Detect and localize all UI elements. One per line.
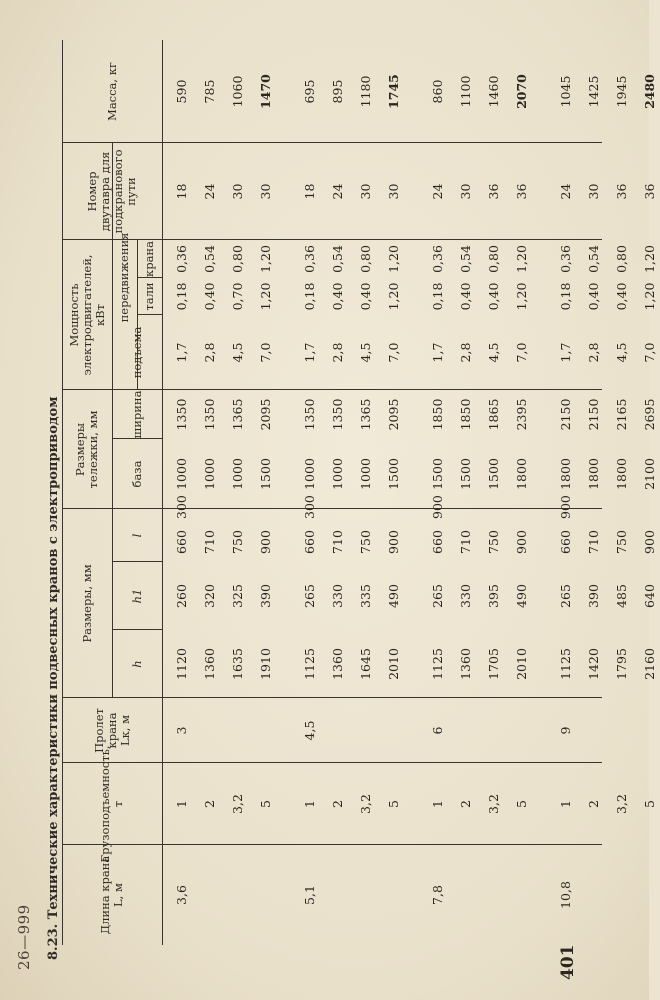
cell-mass: 1425 — [586, 75, 601, 108]
cell-crane: 0,80 — [230, 245, 245, 273]
cell-q: 1 — [302, 800, 317, 808]
cell-L — [612, 845, 632, 945]
cell-lift: 7,0 — [514, 342, 529, 363]
cell-width: 1350 — [330, 398, 345, 431]
cell-h1: 485 — [614, 584, 629, 608]
table-row — [172, 40, 192, 945]
cell-width: 1850 — [430, 398, 445, 431]
signature-mark: 26—999 — [15, 904, 33, 970]
cell-h: 1125 — [558, 648, 573, 680]
cell-q: 5 — [514, 800, 529, 808]
cell-crane: 1,20 — [258, 245, 273, 273]
table-row — [328, 40, 348, 945]
header-dims: Размеры, мм — [79, 564, 94, 643]
cell-L — [356, 845, 376, 945]
cell-beam: 30 — [258, 183, 273, 200]
cell-hoist: 0,40 — [486, 282, 501, 311]
cell-hoist: 0,40 — [202, 282, 217, 311]
cell-L — [228, 845, 248, 945]
cell-L — [484, 845, 504, 945]
cell-l: 900 — [258, 530, 273, 554]
cell-L — [512, 845, 532, 945]
cell-base: 1000 — [174, 458, 189, 490]
cell-hoist: 1,20 — [514, 282, 529, 311]
specs-table — [62, 40, 657, 945]
cell-h1: 320 — [202, 584, 217, 608]
table-caption: 8.23. Технические характеристики подвесных кранов с электроприводом — [46, 396, 61, 960]
cell-h: 2010 — [386, 648, 401, 680]
cell-base: 1000 — [302, 458, 317, 490]
cell-q: 2 — [202, 800, 217, 808]
cell-beam: 24 — [558, 183, 573, 200]
cell-mass: 860 — [430, 79, 445, 104]
cell-lift: 2,8 — [202, 342, 217, 363]
cell-mass: 2070 — [514, 74, 529, 109]
cell-crane: 0,54 — [458, 245, 473, 273]
cell-h1: 395 — [486, 584, 501, 608]
cell-hoist: 1,20 — [386, 282, 401, 311]
cell-l: 900 — [386, 530, 401, 554]
cell-q: 3,2 — [614, 794, 629, 814]
cell-span — [512, 698, 532, 763]
cell-crane: 1,20 — [386, 245, 401, 273]
cell-hoist: 0,18 — [302, 282, 317, 311]
table-row — [584, 40, 604, 945]
cell-crane: 0,36 — [174, 245, 189, 273]
cell-hoist: 1,20 — [258, 282, 273, 311]
cell-L — [640, 845, 660, 945]
cell-crane: 0,80 — [358, 245, 373, 273]
cell-width: 2095 — [386, 398, 401, 431]
cell-l1: 300 — [174, 495, 189, 519]
cell-l1 — [640, 509, 660, 519]
cell-h1: 390 — [258, 584, 273, 608]
cell-beam: 30 — [386, 183, 401, 200]
cell-h1: 490 — [514, 584, 529, 608]
cell-width: 2095 — [258, 398, 273, 431]
table-row — [256, 40, 276, 945]
header-trolley: Размеры тележки, мм — [73, 410, 100, 489]
cell-base: 1500 — [458, 458, 473, 490]
header-hoist: тали — [142, 282, 156, 311]
cell-l1: 900 — [430, 495, 445, 519]
cell-crane: 0,36 — [302, 245, 317, 273]
cell-mass: 1180 — [358, 75, 373, 108]
cell-hoist: 0,18 — [430, 282, 445, 311]
header-span: Пролет крана Lк, м — [91, 708, 132, 753]
cell-l: 660 — [558, 530, 573, 554]
cell-lift: 1,7 — [174, 342, 189, 363]
cell-width: 2395 — [514, 398, 529, 431]
cell-base: 1000 — [230, 458, 245, 490]
table-row — [640, 40, 660, 945]
cell-q: 3,2 — [486, 794, 501, 814]
cell-width: 1365 — [358, 398, 373, 431]
header-beam: Номер двутавра для подкранового пути — [85, 149, 138, 234]
cell-base: 1500 — [386, 458, 401, 490]
cell-h1: 325 — [230, 584, 245, 608]
cell-base: 2100 — [642, 458, 657, 490]
cell-h: 1645 — [358, 648, 373, 680]
cell-l: 710 — [458, 530, 473, 554]
cell-h: 1420 — [586, 648, 601, 680]
cell-l: 660 — [302, 530, 317, 554]
table-row — [300, 40, 320, 945]
cell-h: 1360 — [330, 648, 345, 680]
cell-crane: 0,36 — [558, 245, 573, 273]
cell-span — [484, 698, 504, 763]
table-row — [612, 40, 632, 945]
cell-width: 2165 — [614, 398, 629, 431]
cell-crane: 0,54 — [586, 245, 601, 273]
cell-l: 900 — [514, 530, 529, 554]
cell-width: 2695 — [642, 398, 657, 431]
cell-beam: 36 — [614, 183, 629, 200]
cell-beam: 36 — [486, 183, 501, 200]
header-travel: передвижения — [117, 232, 131, 323]
cell-lift: 7,0 — [642, 342, 657, 363]
cell-lift: 2,8 — [586, 342, 601, 363]
cell-width: 1350 — [202, 398, 217, 431]
cell-span — [356, 698, 376, 763]
cell-q: 1 — [558, 800, 573, 808]
cell-l: 710 — [202, 530, 217, 554]
header-h: h — [129, 660, 144, 668]
cell-l1 — [584, 509, 604, 519]
cell-l: 750 — [358, 530, 373, 554]
cell-hoist: 0,40 — [358, 282, 373, 311]
header-l: l — [129, 533, 144, 538]
cell-q: 3,2 — [358, 794, 373, 814]
cell-q: 1 — [430, 800, 445, 808]
cell-h1: 265 — [302, 584, 317, 608]
cell-q: 2 — [330, 800, 345, 808]
cell-span — [256, 698, 276, 763]
cell-lift: 7,0 — [386, 342, 401, 363]
header-capacity: Грузоподъемность, т — [98, 745, 125, 863]
cell-h1: 335 — [358, 584, 373, 608]
cell-h: 2010 — [514, 648, 529, 680]
cell-beam: 24 — [202, 183, 217, 200]
cell-q: 2 — [458, 800, 473, 808]
cell-crane: 1,20 — [514, 245, 529, 273]
cell-h1: 265 — [558, 584, 573, 608]
cell-hoist: 0,40 — [458, 282, 473, 311]
cell-span — [640, 698, 660, 763]
cell-h: 1360 — [202, 648, 217, 680]
table-row — [384, 40, 404, 945]
cell-mass: 1060 — [230, 75, 245, 108]
cell-mass: 2480 — [642, 74, 657, 109]
cell-L — [200, 845, 220, 945]
cell-lift: 7,0 — [258, 342, 273, 363]
cell-lift: 2,8 — [458, 342, 473, 363]
cell-L: 10,8 — [558, 881, 573, 909]
cell-l1 — [200, 509, 220, 519]
cell-mass: 1460 — [486, 75, 501, 108]
page-number: 401 — [558, 944, 578, 980]
cell-l1 — [328, 509, 348, 519]
cell-l: 750 — [230, 530, 245, 554]
cell-beam: 30 — [358, 183, 373, 200]
cell-beam: 24 — [330, 183, 345, 200]
cell-crane: 0,54 — [202, 245, 217, 273]
cell-q: 5 — [258, 800, 273, 808]
cell-lift: 1,7 — [558, 342, 573, 363]
cell-q: 1 — [174, 800, 189, 808]
cell-mass: 1045 — [558, 75, 573, 108]
cell-base: 1800 — [558, 458, 573, 490]
header-width: ширина — [129, 390, 144, 439]
cell-beam: 30 — [586, 183, 601, 200]
table-row — [200, 40, 220, 945]
cell-width: 1365 — [230, 398, 245, 431]
cell-lift: 4,5 — [230, 342, 245, 363]
cell-mass: 785 — [202, 79, 217, 104]
table-row — [228, 40, 248, 945]
cell-q: 5 — [642, 800, 657, 808]
cell-lift: 1,7 — [302, 342, 317, 363]
cell-width: 1350 — [174, 398, 189, 431]
cell-span: 3 — [174, 726, 189, 735]
cell-span — [584, 698, 604, 763]
header-lift: подъема — [129, 326, 144, 379]
cell-q: 2 — [586, 800, 601, 808]
cell-mass: 895 — [330, 79, 345, 104]
cell-mass: 1100 — [458, 75, 473, 108]
table-row — [428, 40, 448, 945]
cell-beam: 36 — [642, 183, 657, 200]
cell-beam: 18 — [174, 183, 189, 200]
cell-L — [584, 845, 604, 945]
cell-l: 900 — [642, 530, 657, 554]
cell-span — [328, 698, 348, 763]
table-row — [456, 40, 476, 945]
cell-span — [200, 698, 220, 763]
cell-base: 1000 — [358, 458, 373, 490]
cell-mass: 695 — [302, 79, 317, 104]
cell-l1 — [256, 509, 276, 519]
cell-span: 6 — [430, 726, 445, 735]
cell-crane: 0,80 — [614, 245, 629, 273]
cell-h1: 490 — [386, 584, 401, 608]
cell-h1: 640 — [642, 584, 657, 608]
cell-l1 — [228, 509, 248, 519]
cell-base: 1800 — [586, 458, 601, 490]
cell-l1: 900 — [558, 495, 573, 519]
cell-width: 2150 — [586, 398, 601, 431]
cell-h1: 260 — [174, 584, 189, 608]
cell-l: 710 — [330, 530, 345, 554]
cell-h: 1125 — [302, 648, 317, 680]
cell-h: 1120 — [174, 648, 189, 680]
cell-base: 1000 — [330, 458, 345, 490]
cell-beam: 18 — [302, 183, 317, 200]
cell-crane: 0,80 — [486, 245, 501, 273]
table-row — [556, 40, 576, 945]
cell-h: 1910 — [258, 648, 273, 680]
cell-h1: 390 — [586, 584, 601, 608]
cell-span — [612, 698, 632, 763]
cell-base: 1800 — [614, 458, 629, 490]
cell-l1: 300 — [302, 495, 317, 519]
cell-span: 4,5 — [302, 720, 317, 741]
cell-lift: 4,5 — [358, 342, 373, 363]
cell-span: 9 — [558, 726, 573, 735]
cell-L — [384, 845, 404, 945]
header-h1: h1 — [129, 588, 144, 604]
cell-beam: 24 — [430, 183, 445, 200]
cell-l1 — [356, 509, 376, 519]
cell-span — [456, 698, 476, 763]
cell-h: 1635 — [230, 648, 245, 680]
cell-mass: 590 — [174, 79, 189, 104]
cell-hoist: 0,40 — [586, 282, 601, 311]
cell-span — [384, 698, 404, 763]
cell-width: 1350 — [302, 398, 317, 431]
cell-h: 1125 — [430, 648, 445, 680]
cell-lift: 1,7 — [430, 342, 445, 363]
cell-h: 1795 — [614, 648, 629, 680]
cell-l1 — [456, 509, 476, 519]
cell-L — [256, 845, 276, 945]
cell-h1: 330 — [330, 584, 345, 608]
cell-L — [328, 845, 348, 945]
cell-base: 1000 — [202, 458, 217, 490]
cell-base: 1800 — [514, 458, 529, 490]
cell-beam: 30 — [230, 183, 245, 200]
col-rule-12 — [137, 277, 162, 278]
cell-l: 660 — [174, 530, 189, 554]
cell-beam: 36 — [514, 183, 529, 200]
cell-span — [228, 698, 248, 763]
cell-width: 1865 — [486, 398, 501, 431]
cell-h1: 330 — [458, 584, 473, 608]
cell-lift: 4,5 — [486, 342, 501, 363]
cell-h: 2160 — [642, 648, 657, 680]
header-crane: крана — [142, 241, 156, 277]
cell-L: 3,6 — [174, 885, 189, 905]
cell-l1 — [384, 509, 404, 519]
header-mass: Масса, кг — [104, 62, 119, 121]
cell-l1 — [484, 509, 504, 519]
header-power: Мощность электродвигателей, кВт — [66, 254, 107, 376]
cell-crane: 0,54 — [330, 245, 345, 273]
cell-hoist: 0,40 — [614, 282, 629, 311]
cell-l: 750 — [614, 530, 629, 554]
table-row — [512, 40, 532, 945]
cell-q: 3,2 — [230, 794, 245, 814]
cell-width: 1850 — [458, 398, 473, 431]
cell-base: 1500 — [430, 458, 445, 490]
table-row — [484, 40, 504, 945]
cell-l1 — [612, 509, 632, 519]
cell-crane: 1,20 — [642, 245, 657, 273]
table-row — [356, 40, 376, 945]
header-bottom-rule — [162, 40, 163, 945]
cell-L: 7,8 — [430, 885, 445, 905]
cell-mass: 1945 — [614, 75, 629, 108]
cell-base: 1500 — [486, 458, 501, 490]
cell-crane: 0,36 — [430, 245, 445, 273]
cell-q: 5 — [386, 800, 401, 808]
cell-l1 — [512, 509, 532, 519]
header-base: база — [129, 460, 144, 488]
cell-lift: 2,8 — [330, 342, 345, 363]
cell-lift: 4,5 — [614, 342, 629, 363]
cell-L: 5,1 — [302, 885, 317, 905]
cell-mass: 1470 — [258, 74, 273, 109]
cell-hoist: 1,20 — [642, 282, 657, 311]
cell-l: 750 — [486, 530, 501, 554]
cell-hoist: 0,70 — [230, 282, 245, 311]
cell-h1: 265 — [430, 584, 445, 608]
cell-h: 1705 — [486, 648, 501, 680]
cell-hoist: 0,18 — [558, 282, 573, 311]
cell-beam: 30 — [458, 183, 473, 200]
cell-hoist: 0,18 — [174, 282, 189, 311]
cell-l: 710 — [586, 530, 601, 554]
cell-l: 660 — [430, 530, 445, 554]
cell-h: 1360 — [458, 648, 473, 680]
cell-L — [456, 845, 476, 945]
cell-width: 2150 — [558, 398, 573, 431]
header-crane-length: Длина крана L, м — [98, 855, 125, 935]
cell-mass: 1745 — [386, 74, 401, 109]
cell-base: 1500 — [258, 458, 273, 490]
cell-hoist: 0,40 — [330, 282, 345, 311]
